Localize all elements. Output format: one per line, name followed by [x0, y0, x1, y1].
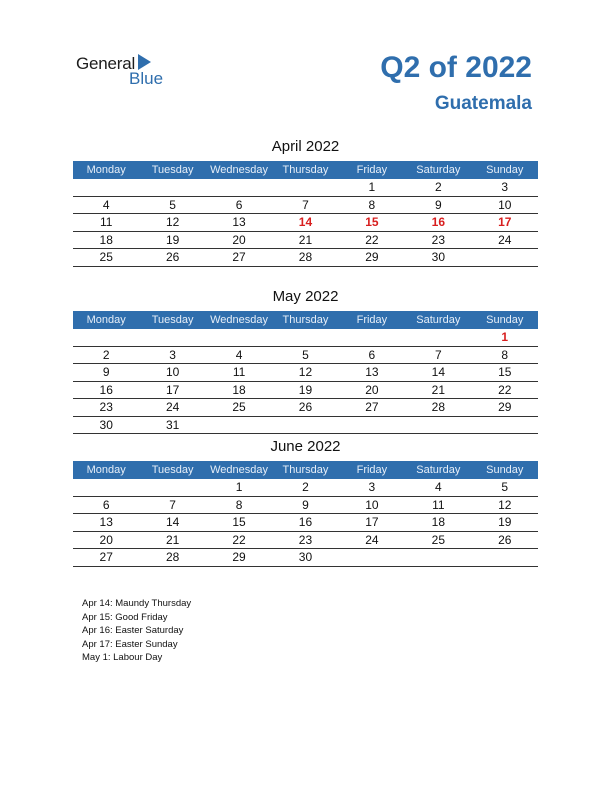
day-cell: 16 — [73, 381, 139, 399]
day-cell: 28 — [405, 399, 471, 417]
day-cell: 7 — [405, 346, 471, 364]
day-cell: 26 — [139, 249, 205, 267]
empty-day-cell — [405, 416, 471, 434]
weekday-header: Monday — [73, 311, 139, 329]
day-cell: 11 — [73, 214, 139, 232]
day-cell: 9 — [272, 496, 338, 514]
weekday-header: Saturday — [405, 311, 471, 329]
month-may — [73, 287, 538, 434]
day-cell: 11 — [206, 364, 272, 382]
day-cell: 9 — [73, 364, 139, 382]
weekday-header: Sunday — [472, 311, 538, 329]
day-cell: 24 — [339, 531, 405, 549]
day-cell: 30 — [272, 549, 338, 567]
day-cell: 22 — [472, 381, 538, 399]
week-row — [73, 531, 538, 549]
week-row — [73, 364, 538, 382]
day-cell: 10 — [472, 196, 538, 214]
week-row — [73, 514, 538, 532]
day-cell: 15 — [206, 514, 272, 532]
weekday-header: Tuesday — [139, 161, 205, 179]
day-cell: 7 — [272, 196, 338, 214]
holiday-note: Apr 15: Good Friday — [82, 611, 168, 623]
day-cell: 25 — [405, 531, 471, 549]
week-row — [73, 496, 538, 514]
day-cell: 13 — [73, 514, 139, 532]
day-cell: 25 — [73, 249, 139, 267]
weekday-header: Tuesday — [139, 461, 205, 479]
weekday-header: Wednesday — [206, 461, 272, 479]
empty-day-cell — [73, 179, 139, 196]
logo-text-blue: Blue — [129, 69, 164, 88]
holiday-day-cell: 16 — [405, 214, 471, 232]
empty-day-cell — [272, 179, 338, 196]
week-row — [73, 179, 538, 196]
calendar-table — [73, 311, 538, 434]
empty-day-cell — [472, 549, 538, 567]
month-april — [73, 137, 538, 267]
holiday-notes — [82, 597, 191, 665]
day-cell: 12 — [139, 214, 205, 232]
day-cell: 6 — [73, 496, 139, 514]
day-cell: 15 — [472, 364, 538, 382]
day-cell: 17 — [139, 381, 205, 399]
day-cell: 17 — [339, 514, 405, 532]
empty-day-cell — [472, 249, 538, 267]
month-title: April 2022 — [271, 138, 340, 155]
day-cell: 21 — [272, 231, 338, 249]
day-cell: 21 — [405, 381, 471, 399]
empty-day-cell — [139, 179, 205, 196]
empty-day-cell — [339, 329, 405, 346]
day-cell: 4 — [405, 479, 471, 496]
holiday-note: May 1: Labour Day — [82, 652, 163, 664]
holiday-day-cell: 14 — [272, 214, 338, 232]
month-title: June 2022 — [270, 438, 341, 455]
week-row — [73, 549, 538, 567]
empty-day-cell — [472, 416, 538, 434]
day-cell: 18 — [73, 231, 139, 249]
empty-day-cell — [206, 329, 272, 346]
day-cell: 4 — [206, 346, 272, 364]
day-cell: 3 — [139, 346, 205, 364]
day-cell: 10 — [339, 496, 405, 514]
month-title: May 2022 — [272, 288, 339, 305]
day-cell: 8 — [472, 346, 538, 364]
day-cell: 28 — [139, 549, 205, 567]
day-cell: 14 — [139, 514, 205, 532]
day-cell: 13 — [206, 214, 272, 232]
day-cell: 18 — [206, 381, 272, 399]
weekday-header: Monday — [73, 461, 139, 479]
weekday-header: Thursday — [272, 161, 338, 179]
day-cell: 4 — [73, 196, 139, 214]
day-cell: 24 — [472, 231, 538, 249]
day-cell: 9 — [405, 196, 471, 214]
day-cell: 1 — [206, 479, 272, 496]
weekday-header: Friday — [339, 311, 405, 329]
day-cell: 6 — [206, 196, 272, 214]
day-cell: 16 — [272, 514, 338, 532]
brand-logo — [76, 52, 176, 92]
weekday-header: Wednesday — [206, 161, 272, 179]
holiday-day-cell: 15 — [339, 214, 405, 232]
day-cell: 8 — [206, 496, 272, 514]
calendar-table — [73, 161, 538, 267]
empty-day-cell — [272, 416, 338, 434]
empty-day-cell — [405, 329, 471, 346]
weekday-header: Friday — [339, 161, 405, 179]
day-cell: 23 — [73, 399, 139, 417]
week-row — [73, 231, 538, 249]
day-cell: 31 — [139, 416, 205, 434]
empty-day-cell — [339, 416, 405, 434]
day-cell: 30 — [73, 416, 139, 434]
empty-day-cell — [272, 329, 338, 346]
holiday-note: Apr 17: Easter Sunday — [82, 638, 178, 650]
day-cell: 20 — [206, 231, 272, 249]
weekday-header: Monday — [73, 161, 139, 179]
week-row — [73, 381, 538, 399]
week-row — [73, 416, 538, 434]
day-cell: 19 — [272, 381, 338, 399]
day-cell: 2 — [405, 179, 471, 196]
empty-day-cell — [73, 329, 139, 346]
day-cell: 30 — [405, 249, 471, 267]
month-june — [73, 437, 538, 567]
day-cell: 22 — [206, 531, 272, 549]
day-cell: 20 — [73, 531, 139, 549]
day-cell: 5 — [139, 196, 205, 214]
day-cell: 8 — [339, 196, 405, 214]
weekday-header: Wednesday — [206, 311, 272, 329]
weekday-header: Saturday — [405, 161, 471, 179]
day-cell: 20 — [339, 381, 405, 399]
week-row — [73, 329, 538, 346]
page-title: Q2 of 2022 — [380, 51, 532, 84]
logo-text-general: General — [76, 54, 136, 73]
week-row — [73, 249, 538, 267]
day-cell: 26 — [272, 399, 338, 417]
day-cell: 27 — [339, 399, 405, 417]
empty-day-cell — [339, 549, 405, 567]
weekday-header: Thursday — [272, 311, 338, 329]
day-cell: 28 — [272, 249, 338, 267]
day-cell: 21 — [139, 531, 205, 549]
day-cell: 23 — [272, 531, 338, 549]
week-row — [73, 479, 538, 496]
day-cell: 27 — [73, 549, 139, 567]
empty-day-cell — [139, 329, 205, 346]
week-row — [73, 196, 538, 214]
day-cell: 29 — [339, 249, 405, 267]
holiday-note: Apr 16: Easter Saturday — [82, 625, 184, 637]
empty-day-cell — [139, 479, 205, 496]
day-cell: 6 — [339, 346, 405, 364]
weekday-header: Saturday — [405, 461, 471, 479]
day-cell: 5 — [272, 346, 338, 364]
holiday-note: Apr 14: Maundy Thursday — [82, 598, 192, 609]
day-cell: 13 — [339, 364, 405, 382]
country-subtitle: Guatemala — [434, 93, 532, 114]
day-cell: 29 — [472, 399, 538, 417]
day-cell: 23 — [405, 231, 471, 249]
day-cell: 12 — [272, 364, 338, 382]
empty-day-cell — [405, 549, 471, 567]
day-cell: 1 — [339, 179, 405, 196]
weekday-header: Sunday — [472, 461, 538, 479]
day-cell: 14 — [405, 364, 471, 382]
day-cell: 2 — [73, 346, 139, 364]
day-cell: 27 — [206, 249, 272, 267]
day-cell: 3 — [472, 179, 538, 196]
weekday-header: Friday — [339, 461, 405, 479]
holiday-day-cell: 1 — [472, 329, 538, 346]
week-row — [73, 346, 538, 364]
empty-day-cell — [73, 479, 139, 496]
day-cell: 18 — [405, 514, 471, 532]
day-cell: 24 — [139, 399, 205, 417]
day-cell: 12 — [472, 496, 538, 514]
weekday-header: Sunday — [472, 161, 538, 179]
empty-day-cell — [206, 179, 272, 196]
day-cell: 26 — [472, 531, 538, 549]
week-row — [73, 399, 538, 417]
day-cell: 22 — [339, 231, 405, 249]
day-cell: 7 — [139, 496, 205, 514]
day-cell: 25 — [206, 399, 272, 417]
day-cell: 19 — [472, 514, 538, 532]
day-cell: 10 — [139, 364, 205, 382]
week-row — [73, 214, 538, 232]
logo-triangle-icon — [138, 54, 151, 70]
day-cell: 2 — [272, 479, 338, 496]
day-cell: 19 — [139, 231, 205, 249]
weekday-header: Thursday — [272, 461, 338, 479]
day-cell: 11 — [405, 496, 471, 514]
day-cell: 29 — [206, 549, 272, 567]
day-cell: 3 — [339, 479, 405, 496]
holiday-day-cell: 17 — [472, 214, 538, 232]
empty-day-cell — [206, 416, 272, 434]
weekday-header: Tuesday — [139, 311, 205, 329]
calendar-table — [73, 461, 538, 567]
day-cell: 5 — [472, 479, 538, 496]
